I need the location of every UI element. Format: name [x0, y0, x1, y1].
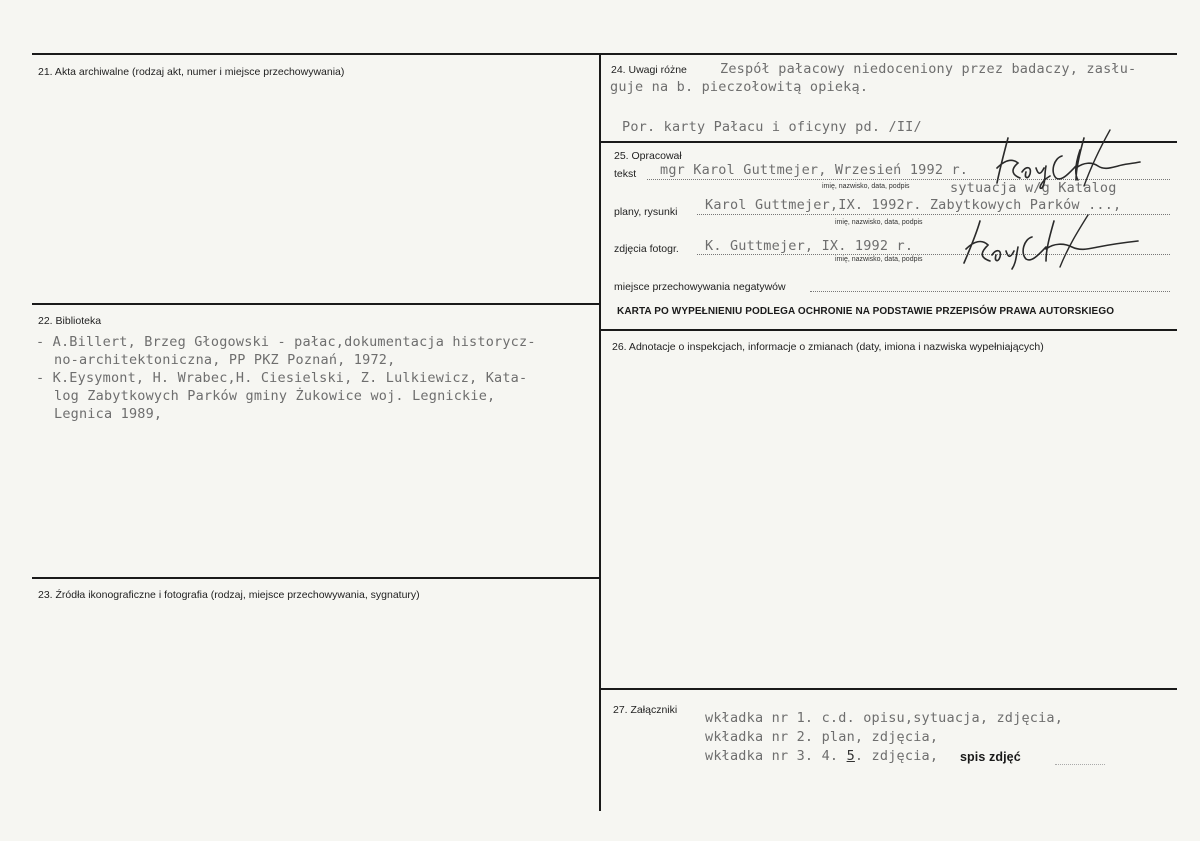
section-26-title: 26. Adnotacje o inspekcjach, informacje o zmianach (daty, imiona i nazwiska wypełniających): [612, 341, 1044, 353]
center-divider: [599, 53, 601, 811]
tekst-label: tekst: [614, 168, 637, 180]
zdjecia-label: zdjęcia fotogr.: [614, 243, 679, 255]
negatives-location-label: miejsce przechowywania negatywów: [614, 281, 786, 293]
section-23-title: 23. Źródła ikonograficzne i fotografia (rodzaj, miejsce przechowywania, sygnatury): [38, 589, 420, 601]
attachments-line-3: [705, 748, 938, 764]
divider-25-26: [600, 329, 1177, 331]
top-border-right: [600, 53, 1177, 55]
negatives-dotted-line: [810, 291, 1170, 292]
bibliography-line-1: - A.Billert, Brzeg Głogowski - pałac,dokumentacja historycz-: [36, 334, 536, 350]
plany-extra: sytuacja w/g Katalog: [950, 180, 1117, 196]
top-border-left: [32, 53, 600, 55]
plany-label: plany, rysunki: [614, 206, 678, 218]
plany-value: Karol Guttmejer,IX. 1992r. Zabytkowych Parków ...,: [705, 197, 1122, 213]
copyright-notice: KARTA PO WYPEŁNIENIU PODLEGA OCHRONIE NA PODSTAWIE PRZEPISÓW PRAWA AUTORSKIEGO: [617, 306, 1115, 317]
bibliography-line-3: - K.Eysymont, H. Wrabec,H. Ciesielski, Z. Lulkiewicz, Kata-: [36, 370, 528, 386]
attachments-line-3-number: 5: [846, 748, 855, 764]
divider-22-23: [32, 577, 600, 579]
section-23-entry-area[interactable]: [34, 606, 596, 806]
section-25-title: 25. Opracował: [614, 150, 682, 162]
divider-26-27: [600, 688, 1177, 690]
bibliography-line-5: Legnica 1989,: [54, 406, 163, 422]
zdjecia-caption: imię, nazwisko, data, podpis: [835, 256, 923, 263]
bibliography-line-4: log Zabytkowych Parków gminy Żukowice woj. Legnickie,: [54, 388, 496, 404]
section-24-title: 24. Uwagi różne: [611, 64, 687, 76]
tekst-value: mgr Karol Guttmejer, Wrzesień 1992 r.: [660, 162, 969, 178]
signature-zdjecia: [948, 213, 1148, 271]
section-27-title: 27. Załączniki: [613, 704, 678, 716]
section-22-title: 22. Biblioteka: [38, 315, 102, 327]
divider-21-22: [32, 303, 600, 305]
bibliography-line-2: no-architektoniczna, PP PKZ Poznań, 1972,: [54, 352, 396, 368]
attachments-line-3-end: . zdjęcia,: [854, 748, 939, 764]
remarks-line-2: guje na b. pieczołowitą opieką.: [610, 79, 869, 95]
zdjecia-value: K. Guttmejer, IX. 1992 r.: [705, 238, 914, 254]
attachments-line-2: wkładka nr 2. plan, zdjęcia,: [705, 729, 939, 745]
remarks-line-1: Zespół pałacowy niedoceniony przez badaczy, zasłu-: [720, 61, 1137, 77]
attachments-line-3-start: wkładka nr 3. 4.: [705, 748, 847, 764]
plany-caption: imię, nazwisko, data, podpis: [835, 219, 923, 226]
attachments-trailing-line: [1055, 764, 1105, 765]
section-21-title: 21. Akta archiwalne (rodzaj akt, numer i miejsce przechowywania): [38, 66, 345, 78]
tekst-caption: imię, nazwisko, data, podpis: [822, 183, 910, 190]
section-26-entry-area[interactable]: [603, 358, 1173, 684]
signature-tekst: [980, 128, 1155, 198]
remarks-line-3: Por. karty Pałacu i oficyny pd. /II/: [622, 119, 922, 135]
photo-list-note: spis zdjęć: [960, 750, 1021, 764]
attachments-line-1: wkładka nr 1. c.d. opisu,sytuacja, zdjęcia,: [705, 710, 1064, 726]
section-21-entry-area[interactable]: [34, 82, 596, 300]
